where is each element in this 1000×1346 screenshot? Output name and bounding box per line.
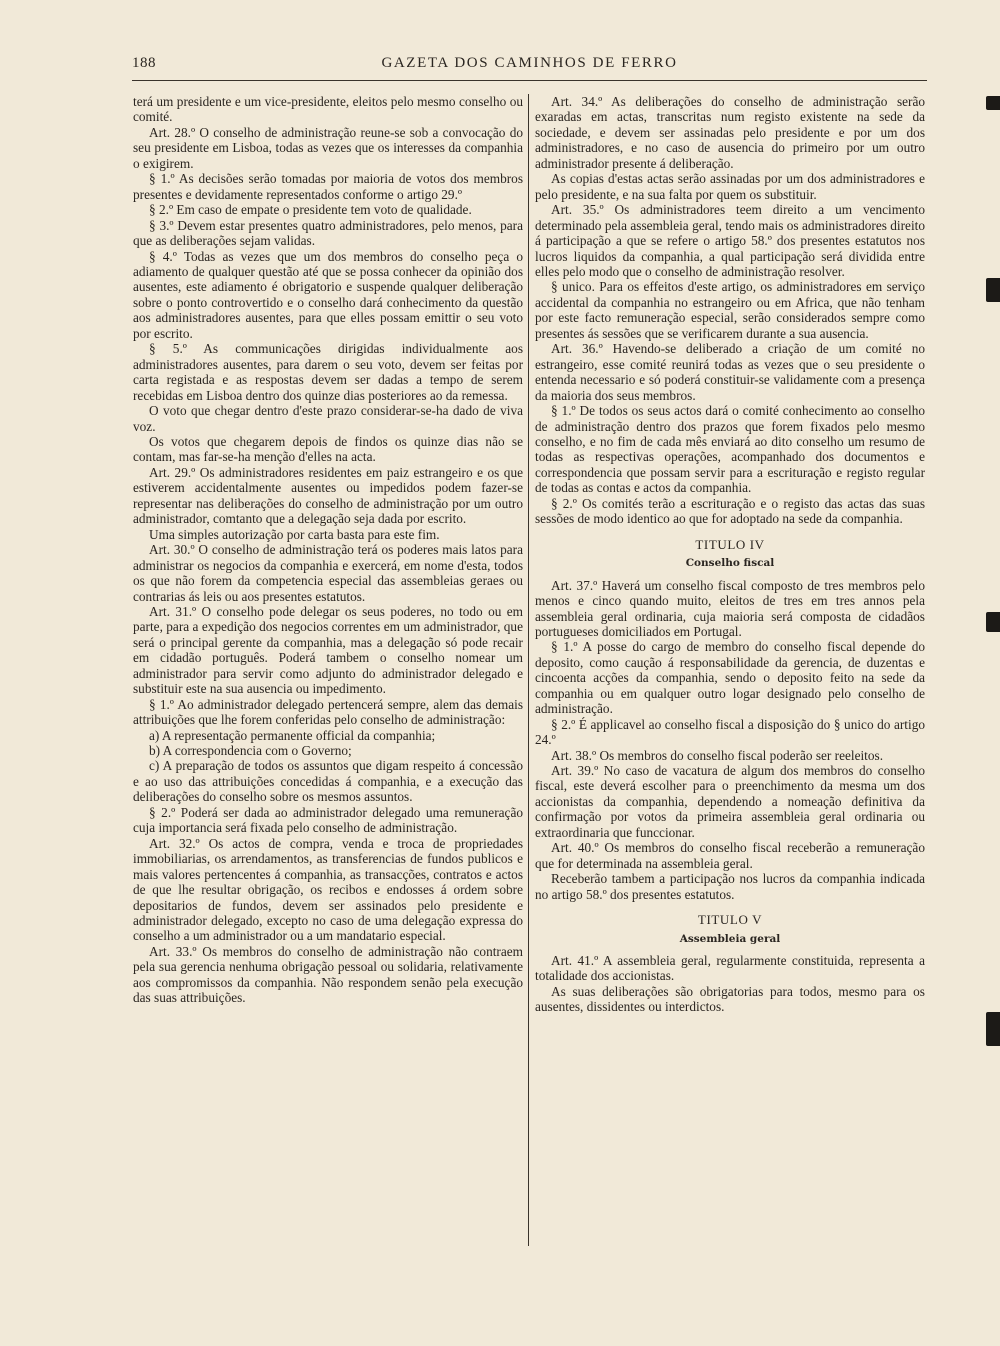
paragraph: terá um presidente e um vice-presidente, eleitos pelo mesmo conselho ou comité.	[133, 94, 523, 125]
left-column	[133, 94, 523, 1006]
paragraph: Art. 38.º Os membros do conselho fiscal poderão ser reeleitos.	[551, 747, 884, 763]
edge-damage-mark	[986, 1012, 1000, 1046]
paragraph: Art. 30.º O conselho de administração terá os poderes mais latos para administrar os negocios da companhia e exercerá, em nome d'esta, todos os que não forem da competencia especial das assembleias geraes ou contrarias ás leis ou aos presentes estatutos.	[133, 542, 523, 604]
edge-damage-mark	[986, 612, 1000, 632]
paragraph: § 1.º A posse do cargo de membro do conselho fiscal depende do deposito, como caução á responsabilidade da gerencia, de duzentas e cincoenta acções da companhia, sendo o deposito feito na sede da companhia ou em qualquer outro logar designado pelo conselho de administração.	[535, 639, 925, 717]
paragraph: Art. 36.º Havendo-se deliberado a criação de um comité no estrangeiro, esse comité reunirá todas as vezes que o seu presidente o entenda necessario e só poderá constituir-se validamente com a presença da maioria dos seus membros.	[535, 341, 925, 403]
paragraph: § 2.º Os comités terão a escrituração e o registo das actas das suas sessões de modo identico ao que for adoptado na sede da companhia.	[535, 495, 925, 527]
paragraph: c) A preparação de todos os assuntos que digam respeito á concessão e ao uso das attribuições concedidas á companhia, e a execução das deliberações do conselho sobre os mesmos assuntos.	[133, 758, 523, 805]
edge-damage-mark	[986, 96, 1000, 110]
paragraph: § 5.º As communicações dirigidas individualmente aos administradores ausentes, para darem o seu voto, devem ser feitas por carta registada e as respostas devem ser dadas a tempo de serem recebidas em Lisboa dentro dos quinze dias posteriores ao da remessa.	[133, 341, 523, 403]
paragraph: § 2.º Em caso de empate o presidente tem voto de qualidade.	[149, 202, 472, 218]
paragraph: Art. 34.º As deliberações do conselho de administração serão exaradas em actas, transcritas num registo existente na sede da sociedade, e devem ser assinadas pelo presidente e por um dos administradores, e no caso de ausencia do primeiro por um outro administrador presente á deliberação.	[535, 94, 925, 171]
paragraph: As copias d'estas actas serão assinadas por um dos administradores e pelo presidente, e na sua falta por quem os substituir.	[535, 171, 925, 202]
right-column	[535, 94, 925, 1015]
paragraph: § 1.º As decisões serão tomadas por maioria de votos dos membros presentes e devidamente representados conforme o artigo 29.º	[133, 171, 523, 202]
section-heading: Conselho fiscal	[685, 557, 775, 570]
section-heading: Assembleia geral	[679, 932, 781, 945]
paragraph: Art. 40.º Os membros do conselho fiscal receberão a remuneração que for determinada na assembleia geral.	[535, 840, 925, 871]
paragraph: a) A representação permanente official da companhia;	[149, 727, 436, 743]
paragraph: § 1.º Ao administrador delegado pertencerá sempre, alem das demais attribuições que lhe forem conferidas pelo conselho de administração:	[133, 696, 523, 728]
paragraph: Art. 41.º A assembleia geral, regularmente constituida, representa a totalidade dos accionistas.	[535, 953, 925, 984]
paragraph: b) A correspondencia com o Governo;	[149, 743, 352, 759]
page-number: 188	[132, 55, 156, 71]
paragraph: Uma simples autorização por carta basta para este fim.	[149, 526, 440, 542]
paragraph: § 3.º Devem estar presentes quatro administradores, pelo menos, para que as deliberações sejam validas.	[133, 217, 523, 249]
paragraph: Art. 29.º Os administradores residentes em paiz estrangeiro e os que estiverem accidentalmente ausentes ou impedidos podem fazer-se representar nas deliberações do conselho de administração por um outro administrador, comtanto que a delegação seja dada por escrito.	[133, 464, 523, 527]
paragraph: § 4.º Todas as vezes que um dos membros do conselho peça o adiamento de qualquer questão até que se possa conhecer da opinião dos ausentes, este adiamento é obrigatorio e suspende qualquer deliberação sobre o ponto controvertido e o conselho dará conhecimento da questão aos administradores ausentes, para que elles possam emittir o seu voto por escrito.	[133, 248, 523, 341]
edge-damage-mark	[986, 278, 1000, 302]
paragraph: § 2.º Poderá ser dada ao administrador delegado uma remuneração cuja importancia será fixada pelo conselho de administração.	[133, 804, 523, 836]
paragraph: O voto que chegar dentro d'este prazo considerar-se-ha dado de viva voz.	[133, 403, 523, 434]
paragraph: § 2.º É applicavel ao conselho fiscal a disposição do § unico do artigo 24.º	[535, 716, 925, 748]
publication-title: GAZETA DOS CAMINHOS DE FERRO	[381, 55, 678, 71]
section-heading: TITULO V	[697, 912, 763, 928]
paragraph: As suas deliberações são obrigatorias para todos, mesmo para os ausentes, dissidentes ou interdictos.	[535, 983, 925, 1015]
paragraph: § unico. Para os effeitos d'este artigo, os administradores em serviço accidental da companhia no estrangeiro ou em Africa, que não tenham por este facto remuneração especial, serão considerados sempre como presentes ás sessões que se verificarem durante a sua ausencia.	[535, 279, 925, 341]
header-rule	[132, 80, 927, 81]
paragraph: Os votos que chegarem depois de findos os quinze dias não se contam, mas far-se-ha menção d'elles na acta.	[133, 433, 523, 465]
paragraph: Receberão tambem a participação nos lucros da companhia indicada no artigo 58.º dos presentes estatutos.	[535, 871, 925, 902]
paragraph: Art. 28.º O conselho de administração reune-se sob a convocação do seu presidente em Lisboa, todas as vezes que os interesses da companhia o exigirem.	[133, 124, 523, 171]
paragraph: Art. 35.º Os administradores teem direito a um vencimento determinado pela assembleia geral, tendo mais os administradores direito á participação a que se refere o artigo 58.º dos presentes estatutos nos lucros liquidos da companhia, a qual participação será dividida entre elles pelo modo que o conselho de administração resolver.	[535, 202, 925, 279]
paragraph: § 1.º De todos os seus actos dará o comité conhecimento ao conselho de administração dentro dos prazos que forem fixados pelo mesmo conselho, e no fim de cada mês enviará ao dito conselho um resumo de todas as respectivas operações, acompanhado dos documentos e correspondencia que possam servir para a escrituração e registo regular de todas as contas e actos da companhia.	[535, 403, 925, 496]
section-heading: TITULO IV	[695, 536, 765, 552]
paragraph: Art. 37.º Haverá um conselho fiscal composto de tres membros pelo menos e cinco quando muito, eleitos de tres em tres annos pela assembleia geral ordinaria, cuja maioria será composta de cidadãos portugueses domiciliados em Portugal.	[535, 577, 925, 639]
paragraph: Art. 32.º Os actos de compra, venda e troca de propriedades immobiliarias, os arrendamentos, as transferencias de fundos publicos e mais valores pertencentes á companhia, as transacções, contratos e actos de que lhe resultar obrigação, os recibos e endosses á ordem sobre depositarios de fundos, devem ser assinados pelo presidente e administrador delegado, excepto no caso de uma delegação expressa do conselho a um administrador ou a um mandatario especial.	[133, 835, 523, 944]
column-divider	[528, 94, 529, 1246]
page-header	[132, 55, 927, 77]
paragraph: Art. 31.º O conselho pode delegar os seus poderes, no todo ou em parte, para a expedição dos negocios correntes em um administrador, que será o principal gerente da companhia, mas a delegação só pode recair em cidadão português. Poderá tambem o conselho nomear um administrador para servir como adjunto do administrador delegado e substituir este na sua ausencia ou impedimento.	[133, 603, 523, 697]
paragraph: Art. 39.º No caso de vacatura de algum dos membros do conselho fiscal, este deverá escolher para o preenchimento da mesma um dos accionistas da companhia, dependendo a nomeação definitiva da confirmação por votos da primeira assembleia geral ordinaria ou extraordinaria que funccionar.	[535, 763, 925, 840]
paragraph: Art. 33.º Os membros do conselho de administração não contraem pela sua gerencia nenhuma obrigação pessoal ou solidaria, relativamente aos compromissos da companhia. Não respondem senão pela execução das suas attribuições.	[133, 943, 523, 1006]
